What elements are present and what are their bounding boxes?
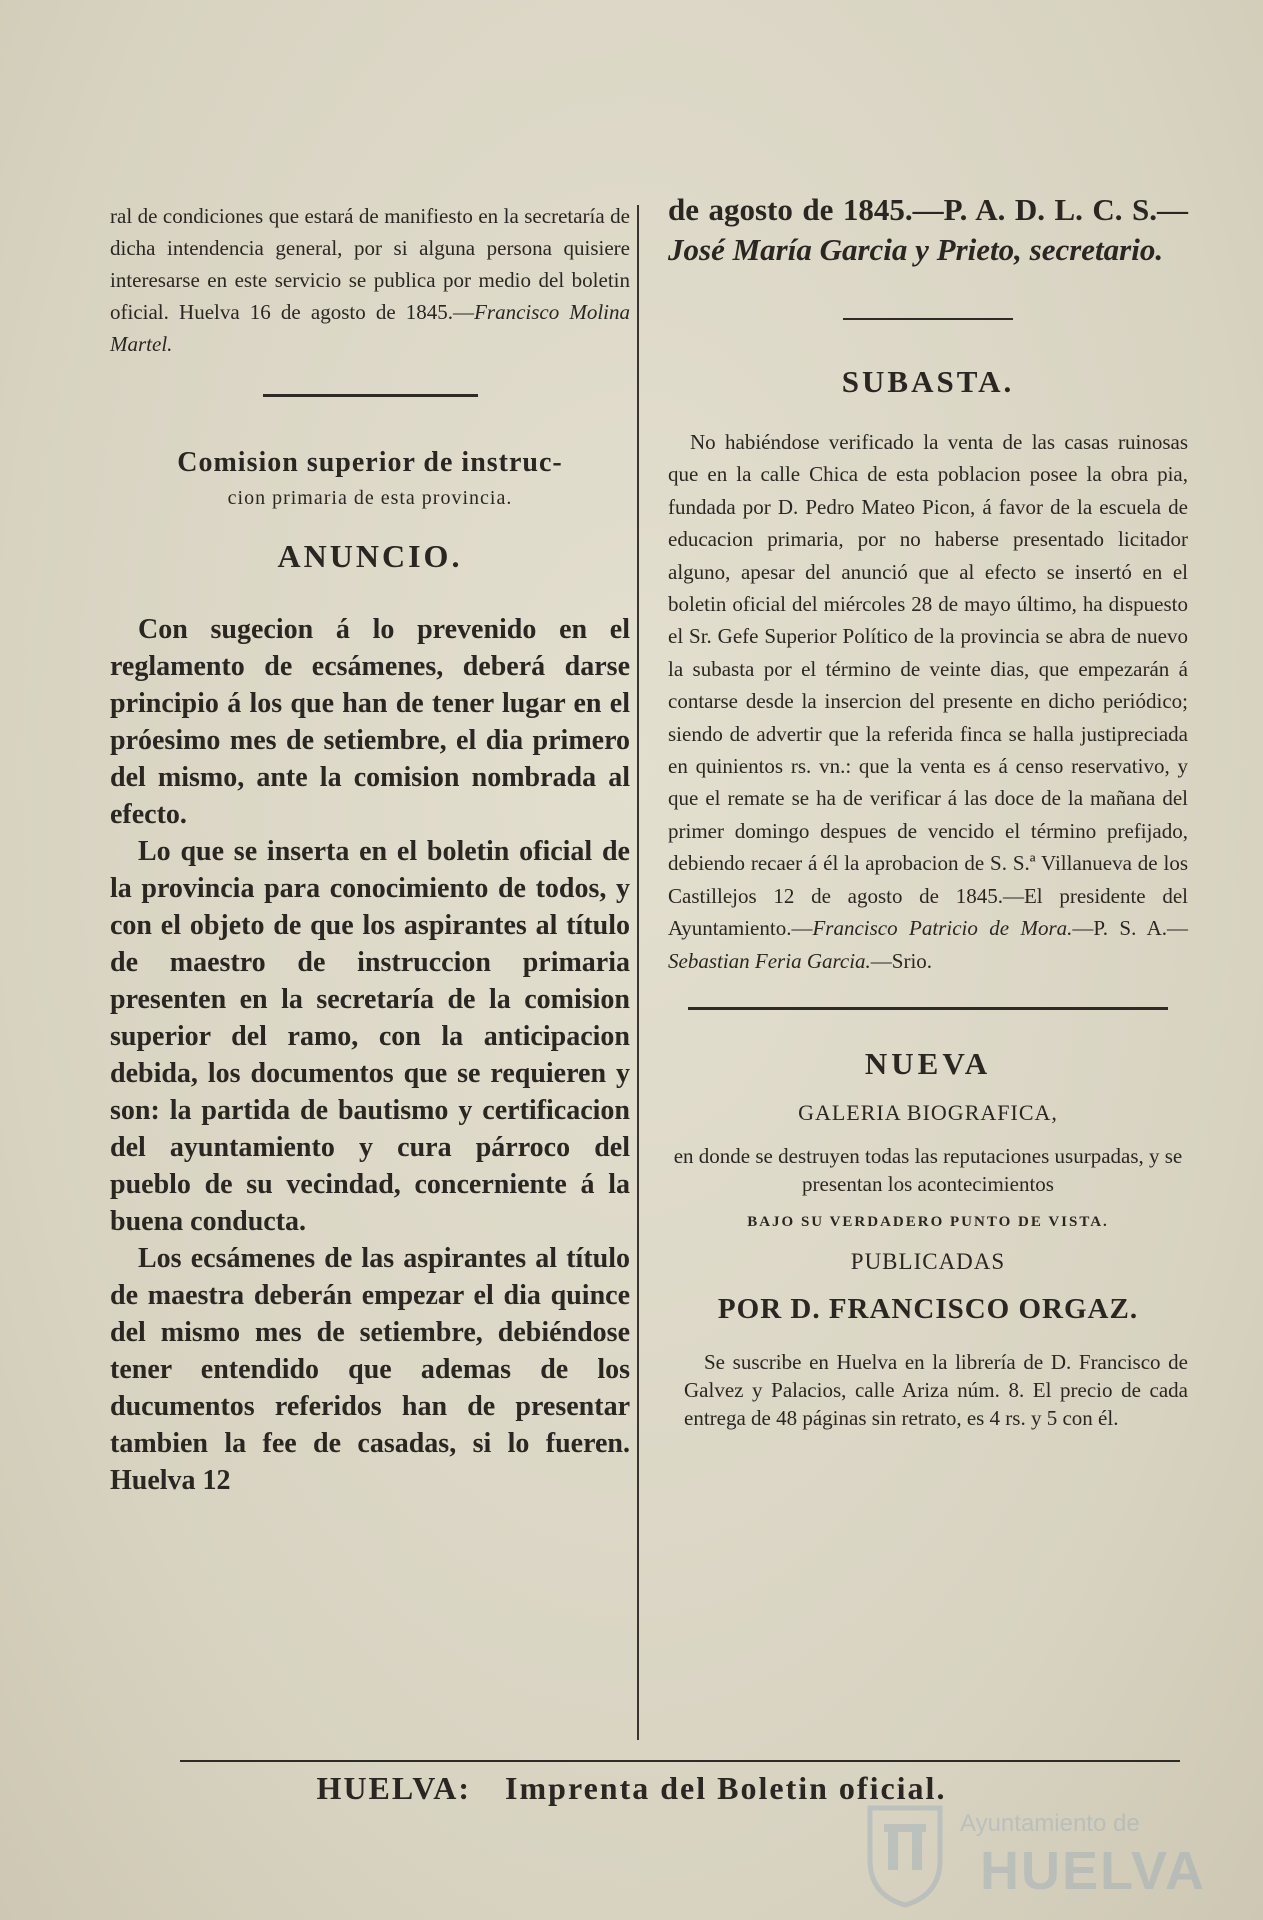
subscribe-text: Se suscribe en Huelva en la librería de D. Francisco de Galvez y Palacios, calle Ariza núm. 8. El precio de cada entrega de 48 páginas sin retrato, es 4 rs. y 5 con él. — [684, 1349, 1188, 1430]
watermark-top: Ayuntamiento de — [960, 1810, 1140, 1837]
column-divider — [637, 205, 639, 1740]
city-shield-icon — [860, 1800, 950, 1910]
section-divider — [843, 318, 1013, 320]
opening-paragraph: ral de condiciones que estará de manifiesto en la secretaría de dicha intendencia general, por si alguna persona quisiere interesarse en este servicio se publica por medio del boletin oficial. Huelva 16 de agosto de 1845.—Francisco Molina Martel. — [110, 204, 631, 356]
commission-heading: Comision superior de instruc- — [177, 447, 563, 478]
anuncio-continuation: de agosto de 1845.—P. A. D. L. C. S.—José María Garcia y Prieto, secretario. — [668, 192, 1188, 267]
anuncio-heading: ANUNCIO. — [277, 538, 463, 574]
subasta-signature-1: Francisco Patricio de Mora. — [812, 916, 1073, 941]
subasta-heading: SUBASTA. — [841, 364, 1015, 399]
right-column — [668, 190, 1188, 1432]
commission-subheading: cion primaria de esta provincia. — [227, 487, 513, 509]
watermark — [860, 1800, 1240, 1910]
galeria-description: en donde se destruyen todas las reputaciones usurpadas, y se presentan los acontecimientos — [673, 1143, 1183, 1196]
imprint-text: Imprenta del Boletin oficial. — [505, 1770, 947, 1806]
continuation-signature: José María Garcia y Prieto, secretario. — [668, 232, 1164, 267]
section-divider — [263, 394, 478, 397]
anuncio-paragraph-3: Los ecsámenes de las aspirantes al título de maestra deberán empezar el dia quince del mismo mes de setiembre, debiéndose tener entendido que ademas de los ducumentos referidos han de presentar tambien la fee de casadas, si lo fueren. Huelva 12 — [110, 1243, 630, 1496]
section-divider — [688, 1007, 1168, 1010]
imprint-place: HUELVA: — [316, 1770, 472, 1806]
author-heading: POR D. FRANCISCO ORGAZ. — [717, 1292, 1139, 1325]
left-column — [110, 200, 630, 1499]
subasta-text: No habiéndose verificado la venta de las casas ruinosas que en la calle Chica de esta poblacion posee la obra pia, fundada por D. Pedro Mateo Picon, á favor de la escuela de educacion primaria, por no haberse presentado licitador alguno, apesar del anunció que al efecto se insertó en el boletin oficial del miércoles 28 de mayo último, ha dispuesto el Sr. Gefe Superior Político de la provincia se abra de nuevo la subasta por el término de veinte dias, que empezarán á contarse desde la insercion del presente en dicho periódico; siendo de advertir que la referida finca se halla justipreciada en quinientos rs. vn.: que la venta es á censo reservativo, y que el remate se ha de verificar á las doce de la mañana del primer domingo despues de vencido el término prefijado, debiendo recaer á él la aprobacion de S. S.ª Villanueva de los Castillejos 12 de agosto de 1845.—El presidente del Ayuntamiento.—Francisco Patricio de Mora.—P. S. A.—Sebastian Feria Garcia.—Srio. — [668, 430, 1188, 973]
watermark-main: HUELVA — [980, 1841, 1206, 1901]
nueva-heading: NUEVA — [864, 1045, 992, 1081]
anuncio-paragraph-2: Lo que se inserta en el boletin oficial de la provincia para conocimiento de todos, y con el objeto de que los aspirantes al título de maestro de instruccion primaria presenten en la secretaría de la comision superior del ramo, con la anticipacion debida, los documentos que se requieren y son: la partida de bautismo y certificacion del ayuntamiento y cura párroco del pueblo de su vecindad, concerniente á la buena conducta. — [110, 836, 630, 1237]
galeria-heading: GALERIA BIOGRAFICA, — [798, 1099, 1058, 1125]
anuncio-paragraph-1: Con sugecion á lo prevenido en el reglamento de ecsámenes, deberá darse principio á los que han de tener lugar en el próesimo mes de setiembre, el dia primero del mismo, ante la comision nombrada al efecto. — [110, 614, 630, 830]
bajo-heading: BAJO SU VERDADERO PUNTO DE VISTA. — [747, 1213, 1109, 1230]
publicadas-heading: PUBLICADAS — [850, 1248, 1006, 1274]
opening-signature: Francisco Molina Martel. — [110, 300, 631, 356]
subasta-signature-2: Sebastian Feria Garcia. — [668, 948, 871, 973]
footer-divider — [180, 1760, 1180, 1762]
